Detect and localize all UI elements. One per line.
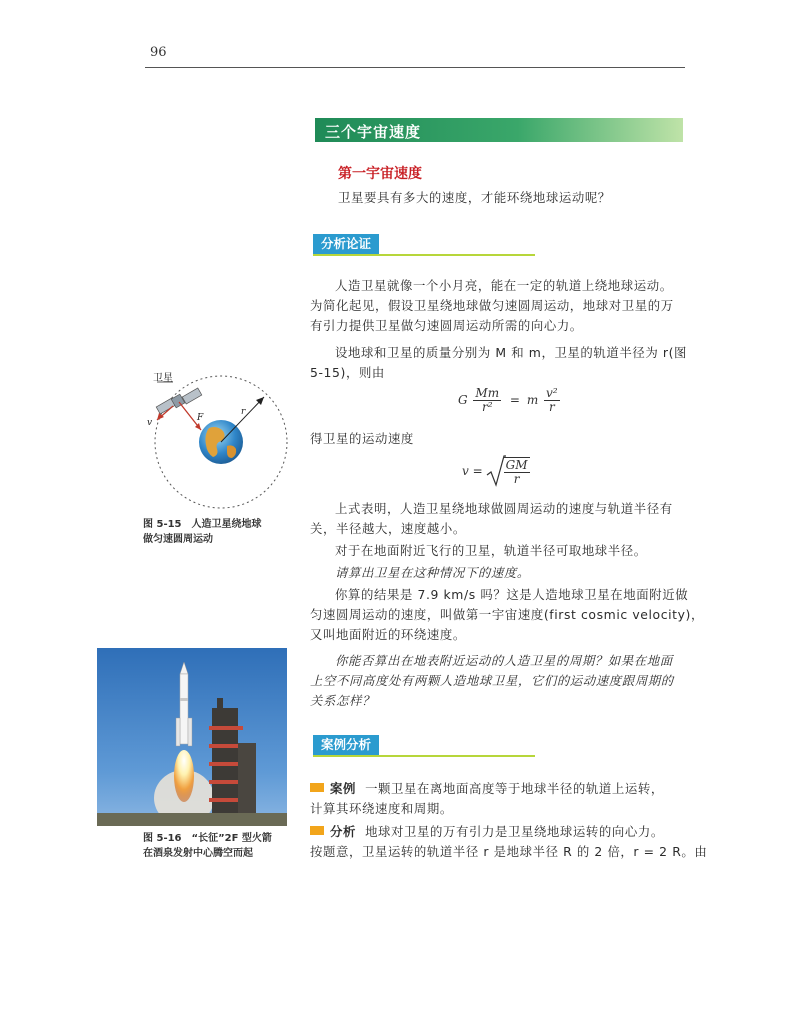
text-line: 又叫地面附近的环绕速度。: [310, 627, 466, 642]
text-line: 5-15)，则由: [310, 365, 385, 380]
paragraph-velocity-intro: [310, 429, 685, 449]
analysis-tab: 分析论证: [313, 234, 379, 254]
text-line: 按题意，卫星运转的轨道半径 r 是地球半径 R 的 2 倍，r = 2 R。由: [310, 844, 708, 859]
formula-gravity: [458, 387, 562, 414]
formula-num: Mm: [475, 386, 500, 400]
analysis-tab-rule: [313, 254, 535, 256]
formula-lhs: v =: [462, 464, 483, 478]
case-marker: [310, 783, 324, 792]
ground: [97, 813, 287, 826]
text-line: 人造卫星就像一个小月亮，能在一定的轨道上绕地球运动。: [335, 278, 673, 293]
text-line: 上空不同高度处有两颗人造地球卫星，它们的运动速度跟周期的: [310, 673, 674, 688]
force-label: F: [197, 413, 204, 423]
sqrt-symbol: [486, 455, 506, 487]
caption-line: 图 5-15 人造卫星绕地球: [143, 519, 262, 530]
radius-label: r: [241, 407, 246, 417]
text-line: 为简化起见，假设卫星绕地球做匀速圆周运动，地球对卫星的万: [310, 298, 674, 313]
section-banner: [315, 118, 683, 142]
formula-den: r: [548, 400, 555, 414]
formula-radicand: [504, 457, 530, 486]
case-analysis-text: 地球对卫星的万有引力是卫星绕地球运转的向心力。: [365, 824, 664, 839]
formula-num: GM: [505, 457, 528, 472]
paragraph-period-question: [310, 651, 685, 711]
formula-fraction-left: [473, 387, 501, 414]
formula-eq: =: [509, 393, 520, 407]
formula-den: r: [513, 471, 520, 486]
paragraph-near-ground: [310, 541, 685, 561]
case-example-text: 一颗卫星在离地面高度等于地球半径的轨道上运转，: [365, 781, 664, 796]
formula-velocity: [462, 455, 532, 487]
case-tab: 案例分析: [313, 735, 379, 755]
case-tab-rule: [313, 755, 535, 757]
case-analysis: [310, 822, 708, 862]
text-line: 请算出卫星在这种情况下的速度。: [335, 565, 530, 580]
text-line: 上式表明，人造卫星绕地球做圆周运动的速度与轨道半径有: [335, 501, 673, 516]
text-line: 关，半径越大，速度越小。: [310, 521, 466, 536]
text-line: [310, 822, 685, 842]
satellite-label: 卫星: [153, 373, 173, 384]
text-line: 得卫星的运动速度: [310, 431, 414, 446]
rocket-launch-photo: [97, 648, 287, 826]
text-line: 你算的结果是 7.9 km/s 吗？这是人造地球卫星在地面附近做: [335, 587, 689, 602]
paragraph-exercise: [310, 563, 685, 583]
case-analysis-label: 分析: [330, 824, 356, 839]
subsection-title: 第一宇宙速度: [338, 166, 422, 182]
rocket-flame: [174, 750, 194, 802]
caption-line: 做匀速圆周运动: [143, 534, 213, 545]
formula-m: m: [526, 393, 539, 407]
formula-fraction-right: [544, 387, 560, 414]
paragraph-first-cosmic: [310, 585, 704, 645]
formula-g: G: [458, 393, 468, 407]
case-example-label: 案例: [330, 781, 356, 796]
figure-5-16-caption: [143, 831, 272, 861]
satellite-icon: [156, 388, 202, 414]
caption-line: 在酒泉发射中心腾空而起: [143, 848, 253, 859]
paragraph-intro: [310, 276, 685, 336]
caption-line: 图 5-16 “长征”2F 型火箭: [143, 833, 272, 844]
header-rule: [145, 67, 685, 68]
section-title: 三个宇宙速度: [325, 123, 422, 141]
paragraph-conclusion: [310, 499, 685, 539]
text-line: 设地球和卫星的质量分别为 M 和 m，卫星的轨道半径为 r(图: [335, 345, 688, 360]
text-line: 计算其环绕速度和周期。: [310, 801, 453, 816]
radius-line: [221, 397, 264, 442]
formula-num: v²: [546, 386, 558, 400]
text-line: 有引力提供卫星做匀速圆周运动所需的向心力。: [310, 318, 583, 333]
text-line: 你能否算出在地表附近运动的人造卫星的周期？如果在地面: [335, 653, 673, 668]
velocity-label: v: [147, 418, 153, 428]
case-example: [310, 779, 685, 819]
text-line: [310, 779, 685, 799]
analysis-marker: [310, 826, 324, 835]
page-number: 96: [150, 45, 167, 60]
text-line: 关系怎样？: [310, 693, 375, 708]
figure-5-15-caption: [143, 517, 262, 547]
text-line: 匀速圆周运动的速度，叫做第一宇宙速度(first cosmic velocity)，: [310, 607, 704, 622]
text-line: 对于在地面附近飞行的卫星，轨道半径可取地球半径。: [335, 543, 647, 558]
intro-question: 卫星要具有多大的速度，才能环绕地球运动呢？: [338, 190, 611, 205]
formula-den: r²: [481, 400, 493, 414]
paragraph-setup: [310, 343, 688, 383]
orbit-diagram: [135, 372, 295, 512]
